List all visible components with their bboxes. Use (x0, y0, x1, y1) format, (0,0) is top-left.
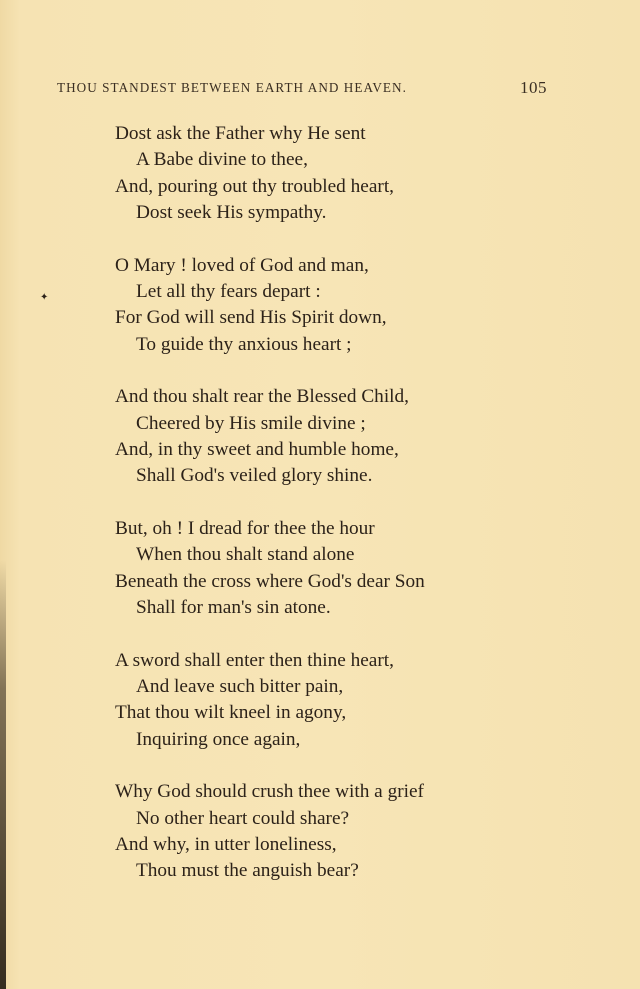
poem-line: And, in thy sweet and humble home, (115, 439, 399, 461)
poem-line: When thou shalt stand alone (136, 544, 355, 566)
page-number: 105 (520, 78, 547, 97)
poem-line: Inquiring once again, (136, 728, 301, 750)
poem-line: But, oh ! I dread for thee the hour (115, 517, 375, 539)
page-edge-shadow (0, 560, 6, 989)
poem-line: Dost seek His sympathy. (136, 202, 327, 224)
poem-line: Why God should crush thee with a grief (115, 781, 424, 803)
poem-line: Shall for man's sin atone. (136, 597, 331, 619)
poem-line: Dost ask the Father why He sent (115, 123, 366, 144)
poem-line: To guide thy anxious heart ; (136, 333, 352, 355)
poem-line: Beneath the cross where God's dear Son (115, 570, 425, 592)
poem-line: Cheered by His smile divine ; (136, 412, 366, 434)
margin-mark-icon: ✦ (40, 292, 49, 303)
running-title: THOU STANDEST BETWEEN EARTH AND HEAVEN. (57, 80, 407, 95)
poem-line: Thou must the anguish bear? (136, 860, 359, 882)
stanza-4 (115, 516, 615, 622)
stanza-1 (115, 121, 615, 227)
poem-line: And why, in utter loneliness, (115, 833, 337, 855)
poem-line: A Babe divine to thee, (136, 149, 308, 171)
poem-line: And thou shalt rear the Blessed Child, (115, 386, 409, 408)
poem-line: And leave such bitter pain, (136, 675, 344, 697)
poem-line: O Mary ! loved of God and man, (115, 254, 369, 276)
stanza-5 (115, 648, 615, 754)
poem-line: Shall God's veiled glory shine. (136, 465, 373, 487)
stanza-6 (115, 779, 615, 885)
poem-line: No other heart could share? (136, 807, 350, 829)
poem-line: For God will send His Spirit down, (115, 307, 387, 329)
poem (115, 121, 615, 911)
stanza-2 (115, 253, 615, 359)
poem-line: That thou wilt kneel in agony, (115, 702, 347, 724)
poem-line: Let all thy fears depart : (136, 281, 321, 303)
running-head (57, 78, 547, 100)
stanza-3 (115, 384, 615, 490)
poem-line: And, pouring out thy troubled heart, (115, 175, 394, 197)
poem-line: A sword shall enter then thine heart, (115, 649, 394, 671)
